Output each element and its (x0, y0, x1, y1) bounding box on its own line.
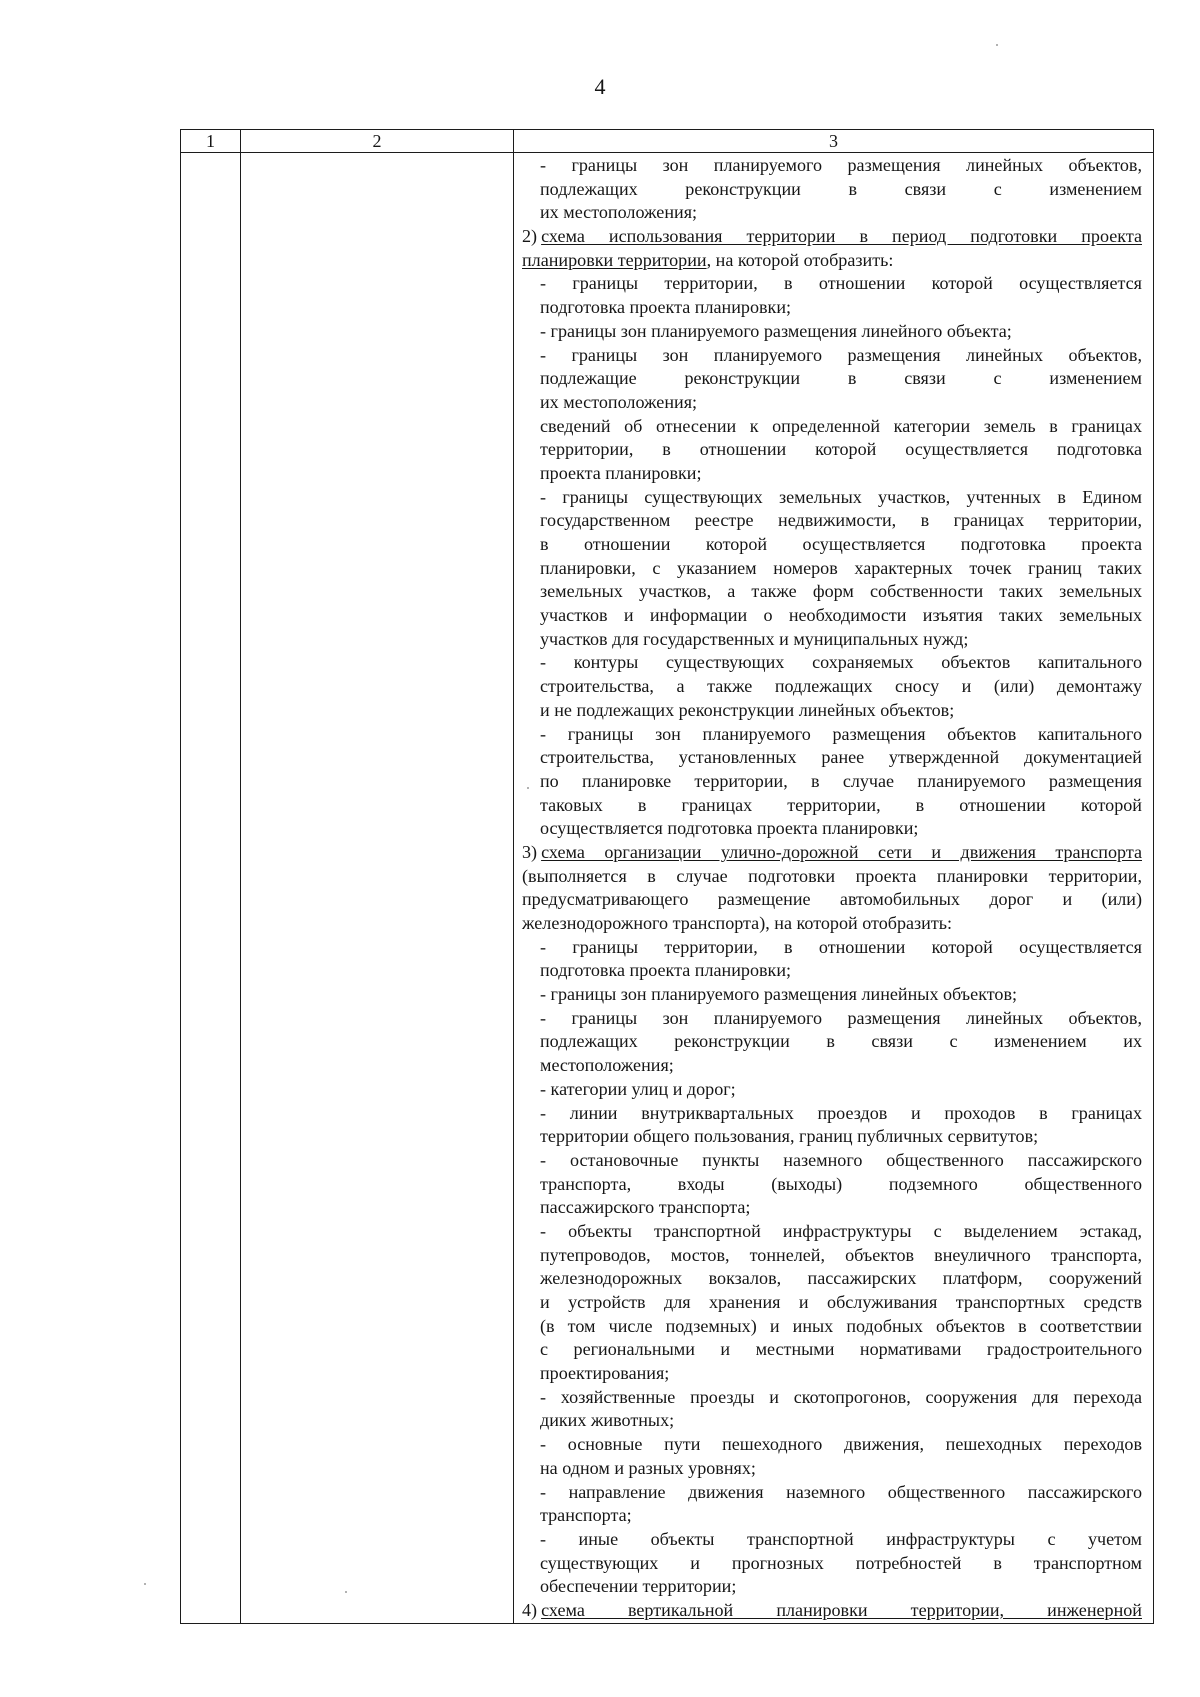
text-line (522, 699, 1142, 723)
text-line (522, 794, 1142, 818)
text-line (522, 1173, 1142, 1197)
text-line (522, 1386, 1142, 1410)
line-text: и устройств для хранения и обслуживания транспортных средств (540, 1292, 1142, 1312)
text-line (522, 841, 1142, 865)
text-line (522, 201, 1142, 225)
line-text: территории, в отношении которой осуществляется подготовка (540, 439, 1142, 460)
column-3-cell (514, 153, 1154, 1624)
text-line (522, 628, 1142, 652)
line-text: подготовка проекта планировки; (540, 960, 792, 981)
line-text: подготовка проекта планировки; (540, 297, 792, 318)
line-text: подлежащих реконструкции в связи с изменением (540, 178, 1142, 199)
text-line (522, 486, 1142, 510)
text-line (522, 415, 1142, 439)
text-line (522, 770, 1142, 794)
line-text: в отношении которой осуществляется подготовка проекта (540, 534, 1142, 554)
line-text: существующих и прогнозных потребностей в транспортном (540, 1552, 1142, 1573)
line-text: - хозяйственные проезды и скотопрогонов, сооружения для перехода (540, 1386, 1142, 1407)
text-line (522, 1030, 1142, 1054)
column-header-3: 3 (514, 130, 1154, 153)
text-line (522, 1338, 1142, 1362)
text-line (522, 1504, 1142, 1528)
line-text: их местоположения; (540, 202, 698, 223)
item-number: 4) (522, 1599, 538, 1620)
line-text: планировки, с указанием номеров характерных точек границ таких (540, 557, 1142, 578)
line-text: - границы территории, в отношении которой осуществляется (540, 273, 1142, 294)
table-header-row (181, 130, 1154, 153)
text-line (522, 1291, 1142, 1315)
line-text: транспорта, входы (выходы) подземного общественного (540, 1173, 1142, 1194)
column-1-cell (181, 153, 241, 1624)
text-line (522, 1267, 1142, 1291)
cell-text (514, 153, 1153, 1623)
text-line (522, 817, 1142, 841)
text-line (522, 1125, 1142, 1149)
line-text: по планировке территории, в случае планируемого размещения (540, 770, 1142, 791)
line-text: участков и информации о необходимости изъятия таких земельных (540, 605, 1142, 626)
column-2-cell (241, 153, 514, 1624)
scan-speck (144, 1583, 146, 1585)
column-header-2: 2 (241, 130, 514, 153)
text-line (522, 367, 1142, 391)
line-text: - границы зон планируемого размещения линейных объектов; (540, 984, 1018, 1005)
line-text: путепроводов, мостов, тоннелей, объектов внеуличного транспорта, (540, 1244, 1142, 1265)
scan-speck (345, 1591, 347, 1593)
text-line (522, 865, 1142, 889)
line-text: - границы зон планируемого размещения линейных объектов, (540, 344, 1142, 365)
line-text: сведений об отнесении к определенной категории земель в границах (540, 415, 1142, 436)
line-text: диких животных; (540, 1410, 675, 1431)
text-line (522, 936, 1142, 960)
text-line (522, 604, 1142, 628)
line-text: их местоположения; (540, 391, 698, 412)
line-text: местоположения; (540, 1055, 674, 1076)
line-text: осуществляется подготовка проекта планировки; (540, 818, 919, 839)
line-text: проектирования; (540, 1363, 670, 1384)
text-line (522, 1149, 1142, 1173)
scan-speck (996, 44, 998, 46)
text-line (522, 723, 1142, 747)
line-text: - контуры существующих сохраняемых объектов капитального (540, 652, 1142, 673)
text-line (522, 959, 1142, 983)
text-line (522, 1433, 1142, 1457)
text-line (522, 296, 1142, 320)
line-text: - границы существующих земельных участков, учтенных в Едином (540, 486, 1142, 507)
line-text: участков для государственных и муниципальных нужд; (540, 628, 969, 649)
column-header-1: 1 (181, 130, 241, 153)
text-line (522, 1362, 1142, 1386)
text-line (522, 675, 1142, 699)
text-line (522, 651, 1142, 675)
text-line (522, 344, 1142, 368)
line-text: строительства, а также подлежащих сносу и (или) демонтажу (540, 676, 1142, 697)
line-text: с региональными и местными нормативами градостроительного (540, 1339, 1142, 1360)
line-text: государственном реестре недвижимости, в границах территории, (540, 510, 1142, 531)
text-line (522, 509, 1142, 533)
line-text: предусматривающего размещение автомобильных дорог и (или) (522, 889, 1142, 910)
text-line (522, 1575, 1142, 1599)
line-text: - границы зон планируемого размещения линейных объектов, (540, 1007, 1142, 1028)
line-text: (выполняется в случае подготовки проекта планировки территории, (522, 865, 1142, 886)
text-line (522, 1457, 1142, 1481)
line-text: - объекты транспортной инфраструктуры с выделением эстакад, (540, 1220, 1142, 1241)
item-number: 2) (522, 226, 538, 247)
text-line (522, 1315, 1142, 1339)
line-text: железнодорожных вокзалов, пассажирских платформ, сооружений (540, 1268, 1142, 1289)
requirements-table (180, 129, 1154, 1624)
text-line (522, 272, 1142, 296)
text-line (522, 154, 1142, 178)
line-text: подлежащих реконструкции в связи с изменением их (540, 1031, 1142, 1052)
text-line (522, 1054, 1142, 1078)
underlined-heading: схема использования территории в период подготовки проекта (541, 226, 1142, 247)
text-line (522, 580, 1142, 604)
scan-speck (527, 787, 529, 789)
line-text: - иные объекты транспортной инфраструктуры с учетом (540, 1528, 1142, 1549)
line-text: - линии внутриквартальных проездов и проходов в границах (540, 1102, 1142, 1123)
text-line (522, 438, 1142, 462)
text-line (522, 1220, 1142, 1244)
text-line (522, 746, 1142, 770)
table-body-row (181, 153, 1154, 1624)
underlined-heading: планировки территории (522, 249, 707, 270)
line-text: подлежащие реконструкции в связи с изменением (540, 368, 1142, 389)
text-line (522, 320, 1142, 344)
text-line (522, 888, 1142, 912)
text-line (522, 557, 1142, 581)
text-line (522, 1102, 1142, 1126)
line-text: пассажирского транспорта; (540, 1197, 751, 1218)
text-line (522, 462, 1142, 486)
underlined-heading: схема вертикальной планировки территории, инженерной (541, 1599, 1142, 1620)
text-line (522, 1196, 1142, 1220)
line-text: - границы зон планируемого размещения линейных объектов, (540, 155, 1142, 175)
text-line (522, 249, 1142, 273)
underlined-heading: схема организации улично-дорожной сети и движения транспорта (541, 841, 1142, 862)
line-text: , на которой отобразить: (706, 249, 894, 270)
text-line (522, 1481, 1142, 1505)
line-text: таковых в границах территории, в отношении которой (540, 794, 1142, 815)
line-text: земельных участков, а также форм собственности таких земельных (540, 581, 1142, 602)
text-line (522, 391, 1142, 415)
text-line (522, 1409, 1142, 1433)
line-text: территории общего пользования, границ публичных сервитутов; (540, 1126, 1039, 1147)
page-number: 4 (594, 74, 606, 99)
text-line (522, 1528, 1142, 1552)
text-line (522, 1244, 1142, 1268)
line-text: строительства, установленных ранее утвержденной документацией (540, 747, 1142, 768)
text-line (522, 1599, 1142, 1623)
line-text: (в том числе подземных) и иных подобных объектов в соответствии (540, 1315, 1142, 1336)
text-line (522, 1007, 1142, 1031)
line-text: на одном и разных уровнях; (540, 1457, 756, 1478)
line-text: - границы зон планируемого размещения линейного объекта; (540, 320, 1012, 341)
line-text: транспорта; (540, 1505, 632, 1526)
line-text: проекта планировки; (540, 462, 702, 483)
text-line (522, 983, 1142, 1007)
text-line (522, 1552, 1142, 1576)
line-text: обеспечении территории; (540, 1576, 737, 1597)
line-text: - остановочные пункты наземного общественного пассажирского (540, 1149, 1142, 1170)
line-text: - границы зон планируемого размещения объектов капитального (540, 723, 1142, 744)
text-line (522, 912, 1142, 936)
line-text: железнодорожного транспорта), на которой отобразить: (522, 913, 953, 933)
item-number: 3) (522, 841, 538, 862)
line-text: - направление движения наземного общественного пассажирского (540, 1481, 1142, 1502)
line-text: и не подлежащих реконструкции линейных объектов; (540, 699, 955, 720)
line-text: - границы территории, в отношении которой осуществляется (540, 936, 1142, 957)
line-text: - основные пути пешеходного движения, пешеходных переходов (540, 1434, 1142, 1455)
text-line (522, 178, 1142, 202)
line-text: - категории улиц и дорог; (540, 1078, 736, 1099)
text-line (522, 1078, 1142, 1102)
text-line (522, 225, 1142, 249)
text-line (522, 533, 1142, 557)
